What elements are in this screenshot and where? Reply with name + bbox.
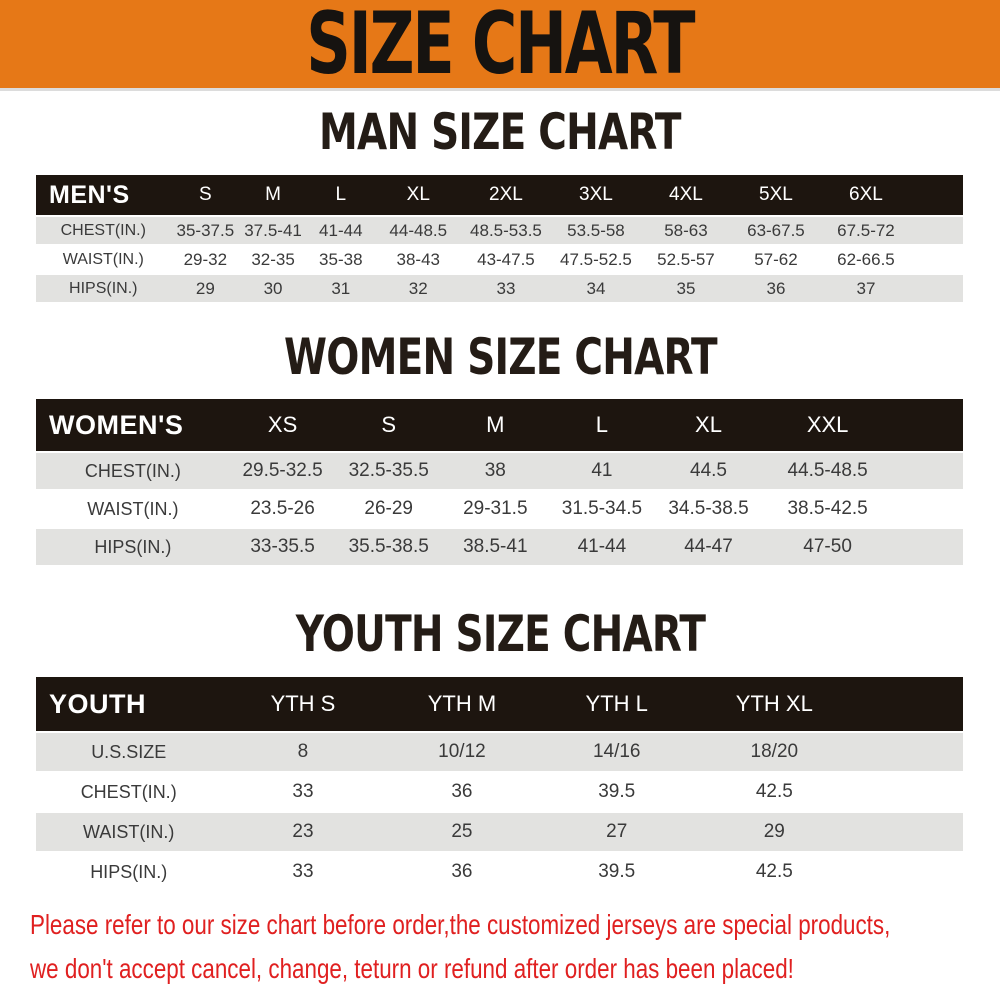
table-cell: 33-35.5 [230,529,336,565]
table-cell: 62-66.5 [821,246,911,273]
filler-cell [854,853,963,891]
table-row [36,813,963,851]
table-row [36,733,963,771]
table-row [36,773,963,811]
table-cell: 35.5-38.5 [335,529,442,565]
table-cell: 35 [641,275,731,302]
column-header: 2XL [461,175,551,215]
table-corner-label: MEN'S [36,175,171,215]
row-label: HIPS(IN.) [36,853,221,891]
column-header: L [549,399,656,451]
women-chart-heading-text: WOMEN SIZE CHART [283,328,717,386]
banner-title: SIZE CHART [306,0,694,94]
table-cell: 29-31.5 [442,491,549,527]
filler-cell [854,677,963,731]
table-cell: 44.5-48.5 [762,453,894,489]
table-cell: 42.5 [694,773,854,811]
table-cell: 25 [385,813,540,851]
table-cell: 53.5-58 [551,217,641,244]
table-cell: 44-47 [655,529,762,565]
table-row [36,275,963,302]
table-cell: 58-63 [641,217,731,244]
table-cell: 39.5 [539,853,694,891]
table-cell: 29.5-32.5 [230,453,336,489]
column-header: S [171,175,241,215]
table-cell: 36 [385,773,540,811]
table-cell: 32.5-35.5 [335,453,442,489]
filler-cell [893,453,963,489]
table-row [36,529,963,565]
header-row [36,399,963,451]
table-cell: 47-50 [762,529,894,565]
column-header: 3XL [551,175,641,215]
table-cell: 23.5-26 [230,491,336,527]
table-cell: 33 [221,773,384,811]
table-cell: 38-43 [376,246,461,273]
row-label: CHEST(IN.) [36,773,221,811]
filler-cell [893,491,963,527]
youth-section [0,605,1000,893]
table-cell: 38 [442,453,549,489]
row-label: CHEST(IN.) [36,217,171,244]
youth-chart-heading [0,605,1000,663]
filler-cell [911,275,963,302]
table-cell: 41-44 [306,217,376,244]
column-header: L [306,175,376,215]
column-header: 4XL [641,175,731,215]
row-label: U.S.SIZE [36,733,221,771]
women-chart-heading [0,328,1000,386]
table-cell: 39.5 [539,773,694,811]
table-cell: 41 [549,453,656,489]
table-cell: 44-48.5 [376,217,461,244]
footer-note [0,903,1000,991]
row-label: WAIST(IN.) [36,491,230,527]
table-cell: 44.5 [655,453,762,489]
table-row [36,217,963,244]
filler-cell [893,529,963,565]
table-corner-label: WOMEN'S [36,399,230,451]
man-chart-heading-text: MAN SIZE CHART [319,103,681,161]
column-header: YTH L [539,677,694,731]
table-cell: 63-67.5 [731,217,821,244]
column-header: M [240,175,306,215]
men-size-table [36,173,963,304]
table-cell: 35-38 [306,246,376,273]
column-header: XL [376,175,461,215]
table-cell: 23 [221,813,384,851]
column-header: S [335,399,442,451]
filler-cell [911,217,963,244]
row-label: HIPS(IN.) [36,529,230,565]
table-cell: 37.5-41 [240,217,306,244]
filler-cell [893,399,963,451]
table-cell: 33 [461,275,551,302]
filler-cell [911,175,963,215]
table-cell: 32 [376,275,461,302]
table-corner-label: YOUTH [36,677,221,731]
table-row [36,491,963,527]
table-cell: 31 [306,275,376,302]
table-cell: 31.5-34.5 [549,491,656,527]
table-cell: 67.5-72 [821,217,911,244]
row-label: HIPS(IN.) [36,275,171,302]
table-cell: 29 [171,275,241,302]
table-cell: 48.5-53.5 [461,217,551,244]
table-cell: 36 [731,275,821,302]
table-cell: 32-35 [240,246,306,273]
table-cell: 52.5-57 [641,246,731,273]
table-cell: 18/20 [694,733,854,771]
filler-cell [854,813,963,851]
row-label: WAIST(IN.) [36,246,171,273]
table-cell: 26-29 [335,491,442,527]
filler-cell [911,246,963,273]
table-cell: 37 [821,275,911,302]
size-chart-banner [0,0,1000,94]
youth-size-table [36,675,963,893]
table-row [36,453,963,489]
table-cell: 33 [221,853,384,891]
column-header: YTH S [221,677,384,731]
table-cell: 29-32 [171,246,241,273]
table-cell: 36 [385,853,540,891]
column-header: M [442,399,549,451]
row-label: WAIST(IN.) [36,813,221,851]
table-cell: 41-44 [549,529,656,565]
man-chart-heading [0,103,1000,161]
table-cell: 10/12 [385,733,540,771]
column-header: 5XL [731,175,821,215]
footer-line: Please refer to our size chart before order,the customized jerseys are special products, [30,909,891,940]
filler-cell [854,733,963,771]
table-cell: 57-62 [731,246,821,273]
table-row [36,246,963,273]
column-header: YTH M [385,677,540,731]
header-row [36,175,963,215]
table-cell: 29 [694,813,854,851]
youth-chart-heading-text: YOUTH SIZE CHART [295,605,705,663]
table-row [36,853,963,891]
footer-line: we don't accept cancel, change, teturn or refund after order has been placed! [30,953,794,984]
table-cell: 47.5-52.5 [551,246,641,273]
women-size-table [36,397,963,567]
table-cell: 14/16 [539,733,694,771]
table-cell: 43-47.5 [461,246,551,273]
column-header: XL [655,399,762,451]
table-cell: 34.5-38.5 [655,491,762,527]
column-header: XXL [762,399,894,451]
column-header: YTH XL [694,677,854,731]
table-cell: 35-37.5 [171,217,241,244]
women-section [0,328,1000,567]
row-label: CHEST(IN.) [36,453,230,489]
table-cell: 8 [221,733,384,771]
header-row [36,677,963,731]
table-cell: 38.5-42.5 [762,491,894,527]
column-header: XS [230,399,336,451]
table-cell: 27 [539,813,694,851]
filler-cell [854,773,963,811]
table-cell: 42.5 [694,853,854,891]
table-cell: 34 [551,275,641,302]
table-cell: 30 [240,275,306,302]
column-header: 6XL [821,175,911,215]
table-cell: 38.5-41 [442,529,549,565]
men-section [0,103,1000,304]
